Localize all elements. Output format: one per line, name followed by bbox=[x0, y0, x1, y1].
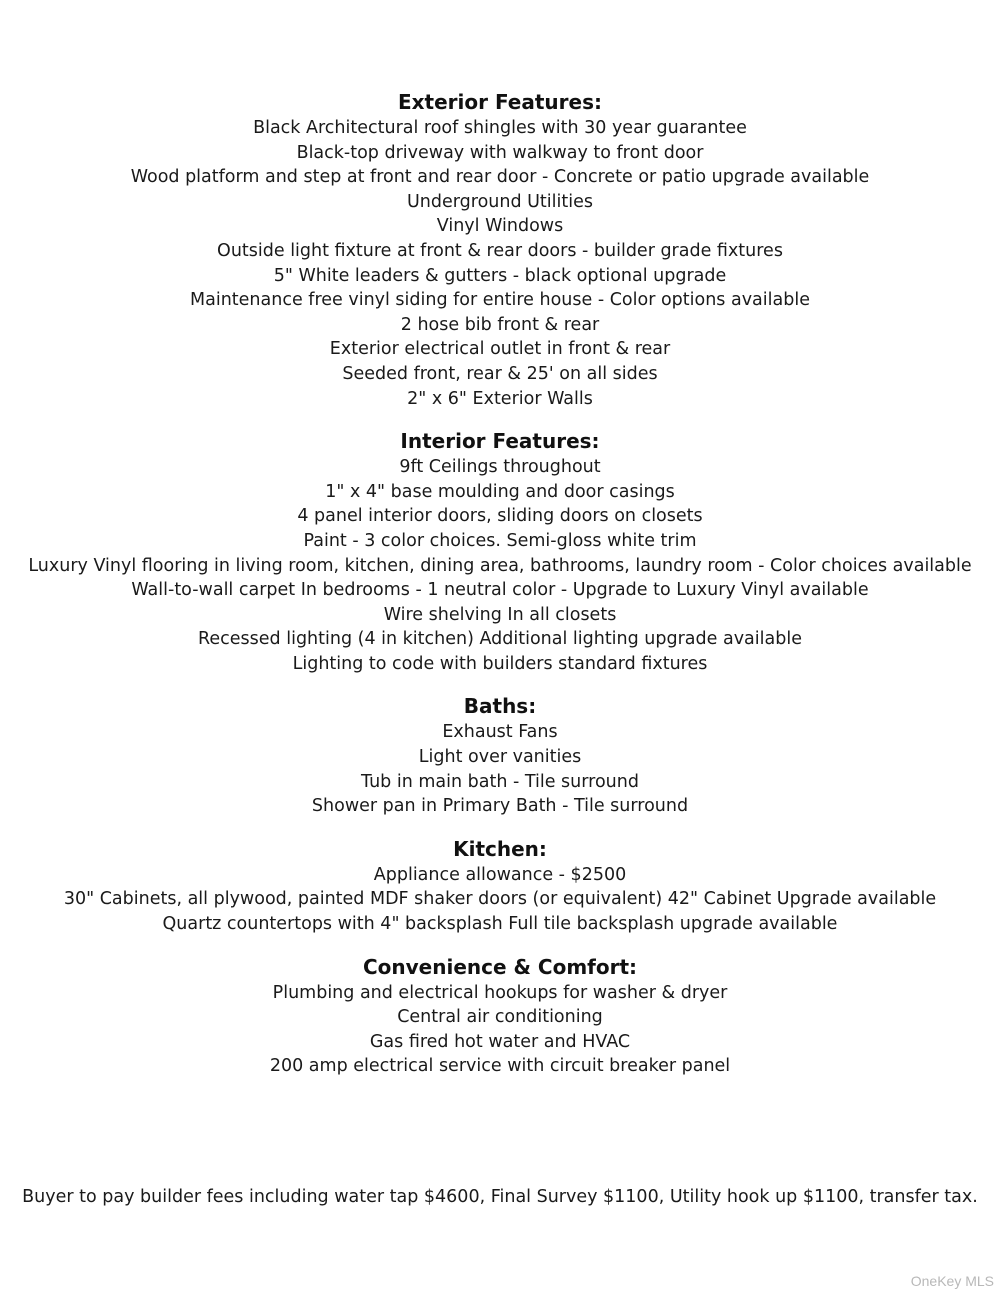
feature-item: Recessed lighting (4 in kitchen) Additional lighting upgrade available bbox=[198, 629, 802, 650]
feature-item: 5" White leaders & gutters - black optional upgrade bbox=[273, 265, 727, 286]
feature-item: Central air conditioning bbox=[397, 1007, 603, 1028]
feature-item: 1" x 4" base moulding and door casings bbox=[325, 481, 675, 502]
feature-item: Vinyl Windows bbox=[436, 216, 564, 237]
section-heading: Interior Features: bbox=[400, 429, 600, 454]
features-document bbox=[0, 88, 1000, 1079]
section-convenience-comfort bbox=[0, 953, 1000, 1079]
feature-item: Plumbing and electrical hookups for washer & dryer bbox=[272, 982, 728, 1003]
feature-item: 4 panel interior doors, sliding doors on closets bbox=[297, 506, 703, 527]
feature-item: Tub in main bath - Tile surround bbox=[361, 771, 639, 792]
watermark: OneKey MLS bbox=[910, 1273, 994, 1289]
feature-item: 2 hose bib front & rear bbox=[400, 314, 600, 335]
feature-item: Underground Utilities bbox=[406, 191, 593, 212]
section-heading: Baths: bbox=[463, 694, 537, 719]
feature-item: Black Architectural roof shingles with 30 year guarantee bbox=[253, 118, 747, 138]
feature-item: Gas fired hot water and HVAC bbox=[369, 1031, 631, 1052]
feature-item: Paint - 3 color choices. Semi-gloss white trim bbox=[303, 530, 697, 551]
feature-item: 2" x 6" Exterior Walls bbox=[407, 388, 593, 409]
feature-item: Wood platform and step at front and rear door - Concrete or patio upgrade available bbox=[130, 167, 870, 188]
section-exterior-features bbox=[0, 88, 1000, 411]
feature-item: Appliance allowance - $2500 bbox=[373, 864, 627, 885]
feature-item: Light over vanities bbox=[418, 747, 582, 768]
section-heading: Kitchen: bbox=[453, 836, 547, 861]
feature-item: Wall-to-wall carpet In bedrooms - 1 neutral color - Upgrade to Luxury Vinyl available bbox=[131, 580, 869, 601]
feature-item: Exterior electrical outlet in front & rear bbox=[329, 339, 671, 360]
feature-item: Maintenance free vinyl siding for entire house - Color options available bbox=[190, 290, 810, 311]
feature-item: 30" Cabinets, all plywood, painted MDF shaker doors (or equivalent) 42" Cabinet Upgrade available bbox=[63, 889, 937, 910]
feature-item: Exhaust Fans bbox=[442, 722, 558, 743]
feature-item: Quartz countertops with 4" backsplash Full tile backsplash upgrade available bbox=[162, 914, 838, 935]
feature-item: 200 amp electrical service with circuit breaker panel bbox=[269, 1056, 731, 1077]
feature-item: 9ft Ceilings throughout bbox=[399, 457, 601, 478]
feature-item: Shower pan in Primary Bath - Tile surround bbox=[311, 796, 689, 817]
section-heading: Exterior Features: bbox=[397, 90, 602, 114]
feature-item: Black-top driveway with walkway to front door bbox=[296, 142, 704, 163]
feature-item: Seeded front, rear & 25' on all sides bbox=[342, 363, 658, 384]
buyer-fees-note: Buyer to pay builder fees including water tap $4600, Final Survey $1100, Utility hook up $1100, transfer tax. bbox=[22, 1186, 978, 1207]
section-heading: Convenience & Comfort: bbox=[362, 954, 638, 979]
feature-item: Wire shelving In all closets bbox=[383, 604, 617, 625]
feature-item: Outside light fixture at front & rear doors - builder grade fixtures bbox=[217, 240, 783, 261]
section-kitchen bbox=[0, 835, 1000, 937]
feature-item: Luxury Vinyl flooring in living room, kitchen, dining area, bathrooms, laundry room - Color choices available bbox=[28, 555, 972, 576]
section-baths bbox=[0, 692, 1000, 818]
section-interior-features bbox=[0, 427, 1000, 676]
feature-item: Lighting to code with builders standard fixtures bbox=[292, 653, 708, 674]
